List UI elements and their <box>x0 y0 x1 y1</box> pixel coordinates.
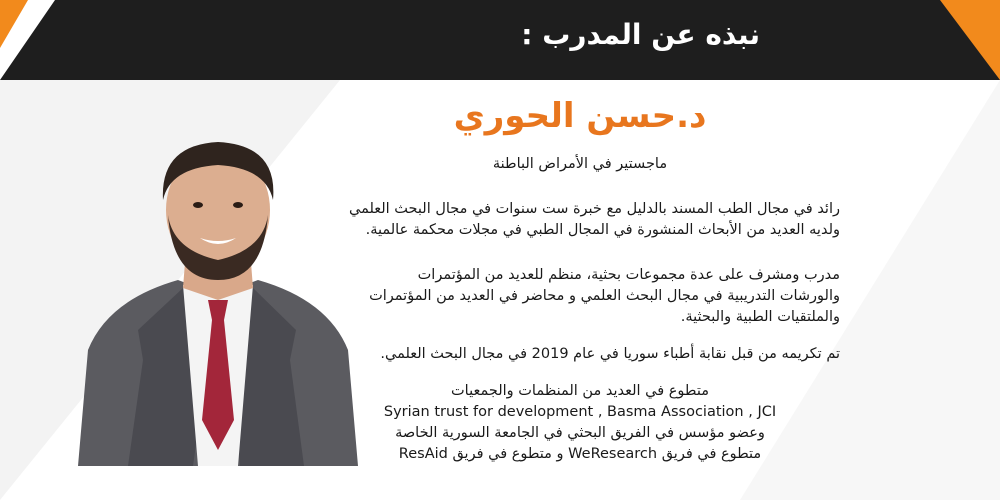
trainer-bio <box>320 96 840 465</box>
volunteer-line: متطوع في العديد من المنظمات والجمعيات <box>451 383 709 399</box>
trainer-name: د.حسن الحوري <box>453 96 707 136</box>
orange-corner-stripe <box>0 0 28 48</box>
bio-line: رائد في مجال الطب المسند بالدليل مع خبرة ست سنوات في مجال البحث العلمي <box>348 201 840 217</box>
bio-line: ولديه العديد من الأبحاث المنشورة في المجال الطبي في مجلات محكمة عالمية. <box>365 222 840 238</box>
trainer-degree: ماجستير في الأمراض الباطنة <box>492 156 668 172</box>
page-title: نبذه عن المدرب : <box>521 18 760 51</box>
header-bar <box>0 0 1000 80</box>
header-orange-accent <box>940 0 1000 80</box>
honor-line: تم تكريمه من قبل نقابة أطباء سوريا في عام 2019 في مجال البحث العلمي. <box>380 346 840 362</box>
volunteer-line: متطوع في فريق WeResearch و متطوع في فريق ResAid <box>398 446 762 462</box>
trainer-line: والورشات التدريبية في مجال البحث العلمي و محاضر في العديد من المؤتمرات <box>369 288 840 304</box>
volunteer-orgs: Syrian trust for development , Basma Association , JCI <box>383 404 777 420</box>
volunteer-line: وعضو مؤسس في الفريق البحثي في الجامعة السورية الخاصة <box>395 425 765 441</box>
trainer-line: مدرب ومشرف على عدة مجموعات بحثية، منظم للعديد من المؤتمرات <box>417 267 840 283</box>
trainer-line: والملتقيات الطبية والبحثية. <box>680 309 840 325</box>
